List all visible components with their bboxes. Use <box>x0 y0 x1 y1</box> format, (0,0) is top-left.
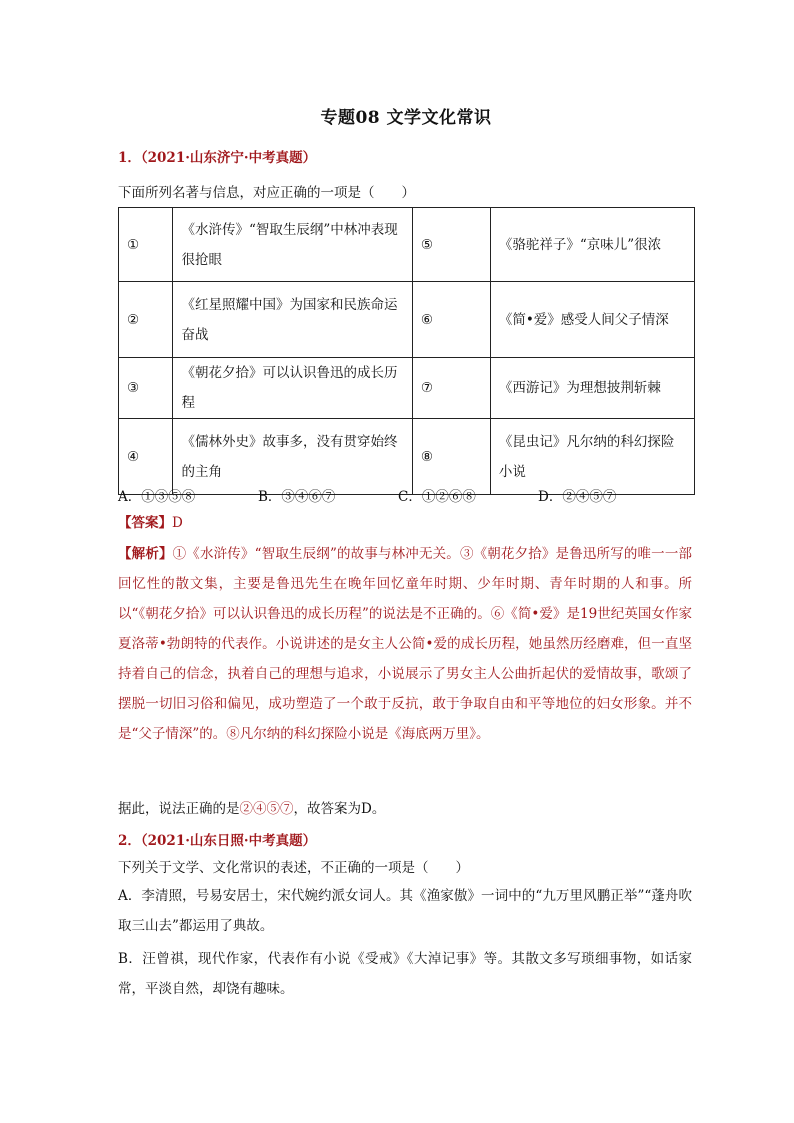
question-1-options <box>118 485 616 505</box>
conclusion-prefix: 据此，说法正确的是 <box>118 801 240 817</box>
conclusion-suffix: ，故答案为D。 <box>293 801 386 817</box>
question-2-option-a: A．李清照，号易安居士，宋代婉约派女词人。其《渔家傲》一词中的“九万里风鹏正举”“蓬舟吹取三山去”都运用了典故。 <box>118 888 692 934</box>
table-row <box>119 358 695 419</box>
table-cell-number: ⑤ <box>412 208 490 282</box>
table-cell-number: ⑥ <box>412 282 490 358</box>
table-cell-info: 《昆虫记》凡尔纳的科幻探险小说 <box>490 419 694 495</box>
table-row <box>119 282 695 358</box>
conclusion-line <box>118 800 385 818</box>
answer-line <box>118 514 183 532</box>
table-cell-number: ③ <box>119 358 173 419</box>
table-cell-number: ① <box>119 208 173 282</box>
conclusion-highlight: ②④⑤⑦ <box>239 801 294 817</box>
analysis-text: ①《水浒传》“智取生辰纲”的故事与林冲无关。③《朝花夕拾》是鲁迅所写的唯一一部回忆性的散文集，主要是鲁迅先生在晚年回忆童年时期、少年时期、青年时期的人和事。所以“《朝花夕拾》可以认识鲁迅的成长历程”的说法是不正确的。⑥《简•爱》是19世纪英国女作家夏洛蒂•勃朗特的代表作。小说讲述的是女主人公简•爱的成长历程，她虽然历经磨难，但一直坚持着自己的信念，执着自己的理想与追求，小说展示了男女主人公曲折起伏的爱情故事，歌颂了摆脱一切旧习俗和偏见，成功塑造了一个敢于反抗，敢于争取自由和平等地位的妇女形象。并不是“父子情深”的。⑧凡尔纳的科幻探险小说是《海底两万里》。 <box>118 546 692 742</box>
question-2-stem: 下列关于文学、文化常识的表述，不正确的一项是（ ） <box>118 860 469 876</box>
table-cell-info: 《朝花夕拾》可以认识鲁迅的成长历程 <box>173 358 412 419</box>
table-cell-info: 《红星照耀中国》为国家和民族命运奋战 <box>173 282 412 358</box>
question-1-heading: 1．（2021·山东济宁·中考真题） <box>118 150 317 166</box>
table-cell-info: 《儒林外史》故事多，没有贯穿始终的主角 <box>173 419 412 495</box>
option-b: B．③④⑥⑦ <box>258 489 336 505</box>
option-d: D．②④⑤⑦ <box>538 489 617 505</box>
answer-label: 【答案】 <box>118 515 172 531</box>
analysis-label: 【解析】 <box>118 546 173 562</box>
table-row <box>119 208 695 282</box>
option-c: C．①②⑥⑧ <box>398 489 476 505</box>
question-2-option-b: B．汪曾祺，现代作家，代表作有小说《受戒》《大淖记事》等。其散文多写琐细事物，如话家常，平淡自然，却饶有趣味。 <box>118 951 692 997</box>
table-cell-info: 《水浒传》“智取生辰纲”中林冲表现很抢眼 <box>173 208 412 282</box>
table-cell-number: ④ <box>119 419 173 495</box>
table-cell-info: 《骆驼祥子》“京味儿”很浓 <box>490 208 694 282</box>
option-a: A．①③⑤⑧ <box>118 489 196 505</box>
page-title: 专题08 文学文化常识 <box>320 108 492 128</box>
analysis-paragraph <box>118 539 692 749</box>
table-cell-info: 《西游记》为理想披荆斩棘 <box>490 358 694 419</box>
table-cell-info: 《简•爱》感受人间父子情深 <box>490 282 694 358</box>
table-cell-number: ⑦ <box>412 358 490 419</box>
question-2-heading: 2．（2021·山东日照·中考真题） <box>118 833 317 849</box>
table-cell-number: ② <box>119 282 173 358</box>
works-info-table <box>118 207 695 495</box>
answer-value: D <box>172 515 183 531</box>
table-row <box>119 419 695 495</box>
table-cell-number: ⑧ <box>412 419 490 495</box>
question-1-stem: 下面所列名著与信息，对应正确的一项是（ ） <box>118 185 415 201</box>
